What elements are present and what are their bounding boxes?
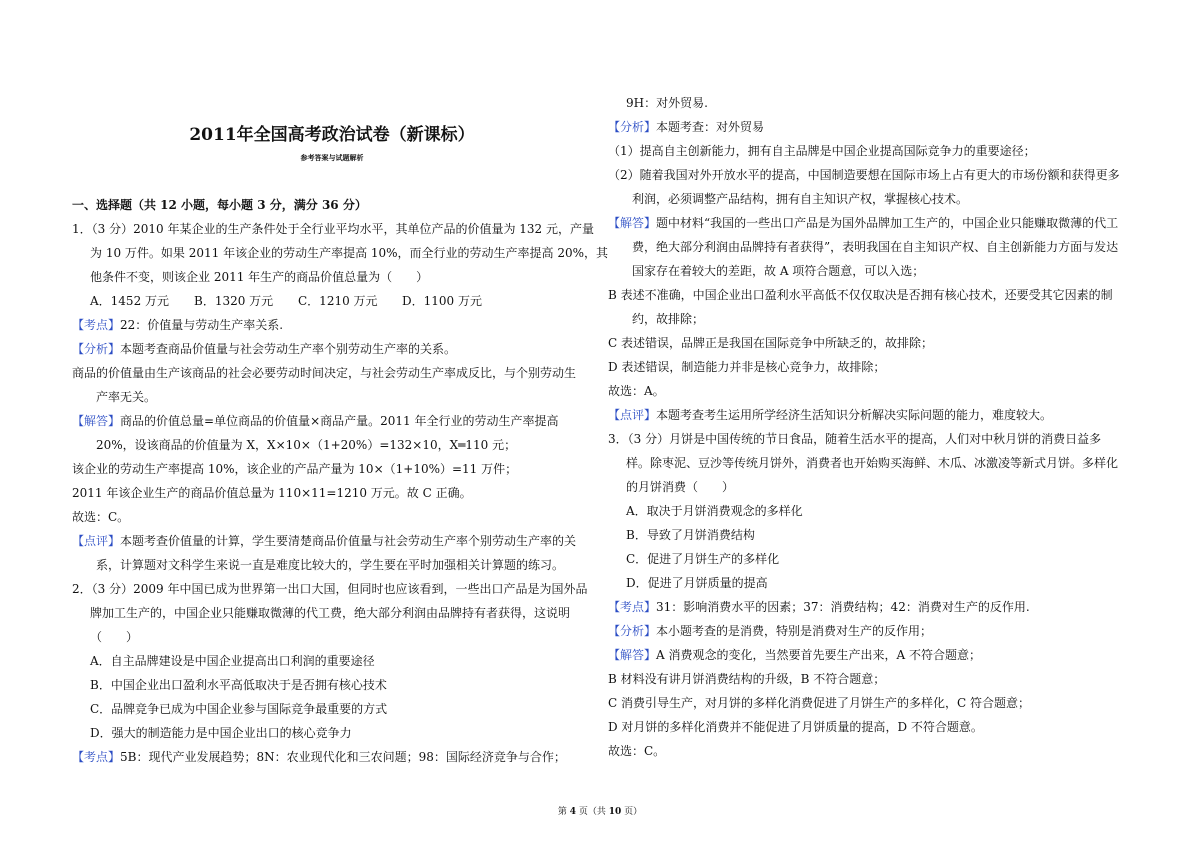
q2-kaodian-line: 9H：对外贸易. bbox=[626, 96, 708, 110]
q1-kaodian-text: 22：价值量与劳动生产率关系. bbox=[120, 318, 284, 332]
q1-stem-line: 他条件不变，则该企业 2011 年生产的商品价值总量为（ ） bbox=[90, 270, 429, 284]
q3-jieda-line: D 对月饼的多样化消费并不能促进了月饼质量的提高，D 不符合题意。 bbox=[608, 720, 983, 734]
q3-answer: 故选：C。 bbox=[608, 744, 666, 758]
q3-jieda bbox=[608, 648, 981, 662]
q1-jieda-line: 20%，设该商品的价值量为 X，X×10×（1+20%）=132×10，X═110 元； bbox=[96, 438, 517, 452]
q2-option-c: C．品牌竞争已成为中国企业参与国际竞争最重要的方式 bbox=[90, 702, 388, 716]
page-subtitle: 参考答案与试题解析 bbox=[300, 153, 364, 162]
q2-jieda-line: C 表述错误，品牌正是我国在国际竞争中所缺乏的，故排除； bbox=[608, 336, 933, 350]
q2-dianping-text: 本题考查考生运用所学经济生活知识分析解决实际问题的能力，难度较大。 bbox=[656, 408, 1053, 422]
q2-option-a: A．自主品牌建设是中国企业提高出口利润的重要途径 bbox=[90, 654, 375, 668]
q2-fenxi-text: 本题考查：对外贸易 bbox=[656, 120, 765, 134]
q3-option-b: B．导致了月饼消费结构 bbox=[626, 528, 755, 542]
q2-jieda-line: B 表述不准确，中国企业出口盈利水平高低不仅仅取决是否拥有核心技术，还要受其它因素的制 bbox=[608, 288, 1113, 302]
q2-kaodian bbox=[72, 750, 566, 764]
footer-middle: 页（共 bbox=[576, 807, 609, 817]
jieda-tag: 【解答】 bbox=[608, 648, 657, 662]
q3-jieda-line: B 材料没有讲月饼消费结构的升级，B 不符合题意； bbox=[608, 672, 886, 686]
q2-jieda-line: 国家存在着较大的差距，故 A 项符合题意，可以入选； bbox=[632, 264, 925, 278]
q1-jieda-line: 2011 年该企业生产的商品价值总量为 110×11=1210 万元。故 C 正确。 bbox=[72, 486, 472, 500]
q2-stem-line: 2．（3 分）2009 年中国已成为世界第一出口大国，但同时也应该看到，一些出口产品是为国外品 bbox=[72, 582, 588, 596]
q2-dianping bbox=[608, 408, 1052, 422]
q2-fenxi-line: （1）提高自主创新能力，拥有自主品牌是中国企业提高国际竞争力的重要途径； bbox=[608, 144, 1036, 158]
page-number: 4 bbox=[569, 807, 576, 817]
jieda-tag: 【解答】 bbox=[608, 216, 657, 230]
q2-jieda-line: 约，故排除； bbox=[632, 312, 705, 326]
q1-option-d: D．1100 万元 bbox=[402, 294, 482, 308]
q1-fenxi bbox=[72, 342, 456, 356]
footer-prefix: 第 bbox=[557, 807, 570, 817]
q1-dianping-line: 系，计算题对文科学生来说一直是难度比较大的，学生要在平时加强相关计算题的练习。 bbox=[96, 558, 565, 572]
q3-stem-line: 样。除枣泥、豆沙等传统月饼外，消费者也开始购买海鲜、木瓜、冰激凌等新式月饼。多样化 bbox=[626, 456, 1119, 470]
q3-jieda-line: C 消费引导生产，对月饼的多样化消费促进了月饼生产的多样化，C 符合题意； bbox=[608, 696, 1030, 710]
q1-option-b: B．1320 万元 bbox=[194, 294, 274, 308]
q1-option-a: A．1452 万元 bbox=[90, 294, 170, 308]
q3-kaodian bbox=[608, 600, 1030, 614]
q1-dianping bbox=[72, 534, 576, 548]
q1-fenxi-line: 商品的价值量由生产该商品的社会必要劳动时间决定，与社会劳动生产率成反比，与个别劳动生 bbox=[72, 366, 577, 380]
q3-kaodian-text: 31：影响消费水平的因素；37：消费结构；42：消费对生产的反作用. bbox=[656, 600, 1030, 614]
q2-jieda-text: 题中材料“我国的一些出口产品是为国外品牌加工生产的，中国企业只能赚取微薄的代工 bbox=[656, 216, 1119, 230]
q2-jieda bbox=[608, 216, 1118, 230]
q2-kaodian-text: 5B：现代产业发展趋势；8N：农业现代化和三农问题；98：国际经济竞争与合作； bbox=[120, 750, 566, 764]
fenxi-tag: 【分析】 bbox=[608, 624, 657, 638]
q2-jieda-line: D 表述错误，制造能力并非是核心竞争力，故排除； bbox=[608, 360, 886, 374]
q2-option-b: B．中国企业出口盈利水平高低取决于是否拥有核心技术 bbox=[90, 678, 387, 692]
q1-option-c: C．1210 万元 bbox=[298, 294, 378, 308]
q2-answer: 故选：A。 bbox=[608, 384, 665, 398]
q2-jieda-line: 费，绝大部分利润由品牌持有者获得”，表明我国在自主知识产权、自主创新能力方面与发达 bbox=[632, 240, 1119, 254]
dianping-tag: 【点评】 bbox=[72, 534, 121, 548]
page-footer bbox=[0, 804, 1200, 817]
fenxi-tag: 【分析】 bbox=[72, 342, 121, 356]
q1-dianping-text: 本题考查价值量的计算，学生要清楚商品价值量与社会劳动生产率个别劳动生产率的关 bbox=[120, 534, 577, 548]
q2-fenxi-line: （2）随着我国对外开放水平的提高，中国制造要想在国际市场上占有更大的市场份额和获得更多 bbox=[608, 168, 1120, 182]
q1-jieda bbox=[72, 414, 558, 428]
jieda-tag: 【解答】 bbox=[72, 414, 121, 428]
fenxi-tag: 【分析】 bbox=[608, 120, 657, 134]
q1-fenxi-line: 产率无关。 bbox=[96, 390, 157, 404]
q2-stem-line: （ ） bbox=[90, 630, 139, 644]
kaodian-tag: 【考点】 bbox=[72, 750, 121, 764]
q1-stem-line: 为 10 万件。如果 2011 年该企业的劳动生产率提高 10%，而全行业的劳动生产率提高 20%，其 bbox=[90, 246, 609, 260]
q3-stem-line: 3．（3 分）月饼是中国传统的节日食品，随着生活水平的提高，人们对中秋月饼的消费日益多 bbox=[608, 432, 1102, 446]
q1-fenxi-text: 本题考查商品价值量与社会劳动生产率个别劳动生产率的关系。 bbox=[120, 342, 457, 356]
q2-stem-line: 牌加工生产的，中国企业只能赚取微薄的代工费，绝大部分利润由品牌持有者获得，这说明 bbox=[90, 606, 571, 620]
q3-option-c: C．促进了月饼生产的多样化 bbox=[626, 552, 780, 566]
q3-option-d: D．促进了月饼质量的提高 bbox=[626, 576, 768, 590]
q2-option-d: D．强大的制造能力是中国企业出口的核心竞争力 bbox=[90, 726, 352, 740]
q1-jieda-text: 商品的价值总量=单位商品的价值量×商品产量。2011 年全行业的劳动生产率提高 bbox=[120, 414, 559, 428]
q3-stem-line: 的月饼消费（ ） bbox=[626, 480, 735, 494]
q1-options bbox=[90, 294, 482, 308]
q2-fenxi-line: 利润，必须调整产品结构，拥有自主知识产权，掌握核心技术。 bbox=[632, 192, 969, 206]
section-heading: 一、选择题（共 12 小题，每小题 3 分，满分 36 分） bbox=[72, 198, 367, 212]
q3-fenxi bbox=[608, 624, 932, 638]
q3-fenxi-text: 本小题考查的是消费，特别是消费对生产的反作用； bbox=[656, 624, 933, 638]
q2-fenxi bbox=[608, 120, 764, 134]
q1-stem-line: 1．（3 分）2010 年某企业的生产条件处于全行业平均水平，其单位产品的价值量为 132 元，产量 bbox=[72, 222, 594, 236]
dianping-tag: 【点评】 bbox=[608, 408, 657, 422]
page-title: 2011年全国高考政治试卷（新课标） bbox=[189, 125, 475, 145]
page-total: 10 bbox=[608, 807, 622, 817]
q3-jieda-text: A 消费观念的变化，当然要首先要生产出来，A 不符合题意； bbox=[656, 648, 981, 662]
footer-suffix: 页） bbox=[621, 807, 643, 817]
kaodian-tag: 【考点】 bbox=[72, 318, 121, 332]
kaodian-tag: 【考点】 bbox=[608, 600, 657, 614]
q1-answer: 故选：C。 bbox=[72, 510, 130, 524]
q1-jieda-line: 该企业的劳动生产率提高 10%，该企业的产品产量为 10×（1+10%）=11 万件； bbox=[72, 462, 518, 476]
q1-kaodian bbox=[72, 318, 283, 332]
q3-option-a: A．取决于月饼消费观念的多样化 bbox=[626, 504, 803, 518]
